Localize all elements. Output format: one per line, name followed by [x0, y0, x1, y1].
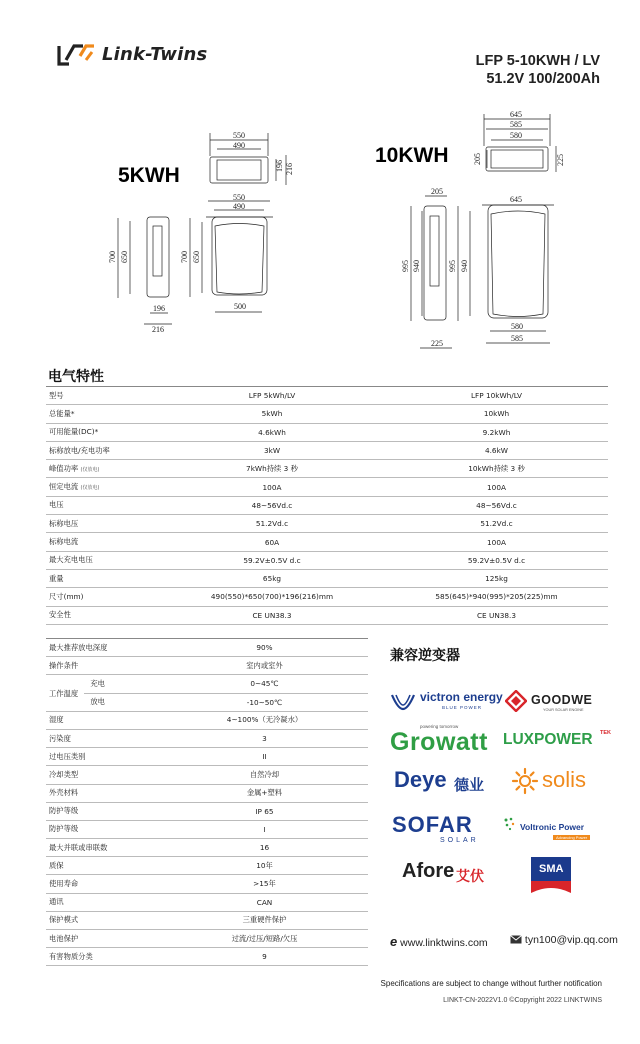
table-row: [46, 606, 608, 624]
goodwe-name: GOODWE: [531, 693, 593, 707]
spec-key-label: 安全性: [49, 610, 71, 620]
spec-value-5kwh: 490(550)*650(700)*196(216)mm: [159, 588, 385, 606]
spec-key-note: (仅放电): [80, 466, 100, 473]
front-view-5kwh: [212, 217, 267, 295]
spec-key-label: 标称电流: [49, 537, 79, 547]
spec-key: [46, 515, 159, 533]
spec-key: 湿度: [46, 711, 161, 729]
dim-10kwh-top-depth-inner: 205: [473, 153, 482, 165]
spec-key: 保护模式: [46, 911, 161, 929]
email-icon: [510, 935, 522, 944]
spec-key: [46, 405, 159, 423]
table-row: [46, 639, 368, 657]
dim-10kwh-side-height-outer: 995: [401, 260, 410, 272]
top-view-5kwh: [210, 157, 268, 183]
table-row: [46, 423, 608, 441]
spec-key: 防护等级: [46, 802, 161, 820]
victron-logo: [390, 690, 503, 714]
spec-key-label: 总能量*: [49, 408, 75, 418]
spec-value-5kwh: 65kg: [159, 569, 385, 587]
table-row: [46, 515, 608, 533]
spec-value-10kwh: 48~56Vd.c: [385, 496, 608, 514]
dim-10kwh-top-width-inner: 580: [510, 131, 522, 140]
table-row: [46, 820, 368, 838]
table-row: [46, 569, 608, 587]
email-text: tyn100@vip.qq.com: [524, 934, 618, 946]
table-row: [46, 893, 368, 911]
footer-note: Specifications are subject to change without further notification: [380, 979, 602, 988]
spec-value: II: [161, 748, 368, 766]
table-row: [46, 441, 608, 459]
solis-sun-icon: [511, 767, 539, 795]
spec-key: 过电压类别: [46, 748, 161, 766]
top-view-10kwh: [486, 147, 548, 171]
victron-icon: [390, 693, 416, 711]
sma-name: SMA: [539, 863, 564, 875]
web-e-icon: e: [390, 934, 398, 949]
dim-10kwh-top-depth-outer: 225: [556, 154, 565, 166]
dim-5kwh-top-width-outer: 550: [233, 131, 245, 140]
table-row: [46, 405, 608, 423]
deye-cn: 德业: [454, 776, 485, 794]
sofar-name: SOFAR: [392, 812, 473, 837]
spec-key: 防护等级: [46, 820, 161, 838]
spec-value-10kwh: 10kWh持续 3 秒: [385, 460, 608, 478]
spec-value-10kwh: 125kg: [385, 569, 608, 587]
front-view-10kwh: [488, 205, 548, 318]
spec-value: -10~50℃: [161, 693, 368, 711]
spec-key-label: 重量: [49, 573, 64, 583]
voltronic-tagline: Advancing Power: [553, 835, 590, 840]
spec-value-5kwh: CE UN38.3: [159, 606, 385, 624]
spec-key: 最大并联或串联数: [46, 839, 161, 857]
spec-value-5kwh: 60A: [159, 533, 385, 551]
model-line-2: 51.2V 100/200Ah: [486, 71, 600, 87]
spec-key: 通讯: [46, 893, 161, 911]
table-row: [46, 675, 368, 693]
spec-value-5kwh: 51.2Vd.c: [159, 515, 385, 533]
spec-key-label: 标称放电/充电功率: [49, 445, 110, 455]
solis-name: solis: [542, 767, 587, 792]
spec-value: 三重硬件保护: [161, 911, 368, 929]
spec-key: [46, 423, 159, 441]
dim-5kwh-top-depth-inner: 196: [275, 160, 284, 172]
dim-10kwh-front-base-inner: 580: [511, 322, 523, 331]
website-text: www.linktwins.com: [400, 937, 488, 949]
table-row: [46, 948, 368, 966]
general-table: [46, 638, 368, 966]
table-row: [46, 478, 608, 496]
dim-10kwh-side-height-inner: 940: [412, 260, 421, 272]
table-row: [46, 875, 368, 893]
spec-key: 污染度: [46, 729, 161, 747]
spec-key-label: 可用能量(DC)*: [49, 427, 99, 437]
spec-key: 最大推荐放电深度: [46, 639, 161, 657]
table-row: [46, 784, 368, 802]
spec-value-10kwh: LFP 10kWh/LV: [385, 387, 608, 405]
side-view-10kwh: [424, 206, 446, 320]
spec-key-label: 恒定电流: [49, 482, 79, 492]
email[interactable]: [510, 934, 618, 946]
dimension-drawings: [0, 0, 640, 360]
sma-logo: [530, 856, 572, 894]
spec-value: I: [161, 820, 368, 838]
spec-value: 9: [161, 948, 368, 966]
table-row: [46, 802, 368, 820]
spec-key-label: 电压: [49, 500, 64, 510]
growatt-tagline: powering tomorrow: [420, 724, 459, 729]
spec-value: 4~100%（无冷凝水）: [161, 711, 368, 729]
spec-value-5kwh: 4.6kWh: [159, 423, 385, 441]
goodwe-tagline: YOUR SOLAR ENGINE: [543, 708, 584, 712]
spec-value-10kwh: 9.2kWh: [385, 423, 608, 441]
table-row: [46, 930, 368, 948]
table-row: [46, 588, 608, 606]
spec-value-10kwh: 4.6kW: [385, 441, 608, 459]
growatt-name: Growatt: [390, 728, 488, 756]
luxpower-sup: TEK: [600, 730, 611, 736]
dim-5kwh-side-depth-outer: 216: [152, 325, 164, 334]
victron-name: victron energy: [420, 690, 503, 704]
table-row: [46, 551, 608, 569]
side-view-5kwh: [147, 217, 169, 297]
spec-key-label: 标称电压: [49, 518, 79, 528]
footer-copyright: LINKT-CN-2022V1.0 ©Copyright 2022 LINKTWINS: [443, 997, 602, 1004]
afore-logo: [402, 860, 502, 888]
dim-10kwh-front-height-outer: 995: [448, 260, 457, 272]
luxpower-name: LUXPOWER: [503, 731, 593, 748]
dim-5kwh-front-base-width: 500: [234, 302, 246, 311]
spec-key: 冷却类型: [46, 766, 161, 784]
dim-10kwh-top-width-outer: 645: [510, 110, 522, 119]
afore-cn: 艾伏: [456, 868, 484, 884]
dim-5kwh-front-width-outer: 550: [233, 193, 245, 202]
temp-group-label: 工作温度: [46, 675, 84, 711]
spec-value: >15年: [161, 875, 368, 893]
deye-logo: [394, 767, 504, 797]
spec-key-label: 最大充电电压: [49, 555, 93, 565]
label-10kwh: 10KWH: [375, 144, 449, 167]
spec-key: [46, 460, 159, 478]
luxpower-logo: [503, 731, 613, 755]
spec-value-5kwh: 100A: [159, 478, 385, 496]
table-row: [46, 857, 368, 875]
deye-name: Deye: [394, 767, 447, 792]
spec-key: [46, 569, 159, 587]
spec-value-5kwh: LFP 5kWh/LV: [159, 387, 385, 405]
spec-key: 有害物质分类: [46, 948, 161, 966]
spec-key: [46, 588, 159, 606]
spec-key: [46, 496, 159, 514]
table-row: [46, 387, 608, 405]
dim-10kwh-top-width-mid: 585: [510, 120, 522, 129]
spec-value: 16: [161, 839, 368, 857]
dim-5kwh-top-width-inner: 490: [233, 141, 245, 150]
electrical-table: [46, 386, 608, 625]
dim-5kwh-front-height-outer: 700: [180, 251, 189, 263]
temp-sub-label: 充电: [84, 675, 161, 693]
dim-5kwh-front-height-inner: 650: [192, 251, 201, 263]
spec-key-label: 型号: [49, 390, 64, 400]
dim-5kwh-side-height-outer: 700: [108, 251, 117, 263]
table-row: [46, 911, 368, 929]
table-row: [46, 711, 368, 729]
sma-icon: [530, 856, 572, 894]
solis-logo: [511, 766, 606, 796]
spec-key: [46, 441, 159, 459]
logo-text: Link-Twins: [102, 44, 208, 65]
temp-sub-label: 放电: [84, 693, 161, 711]
label-5kwh: 5KWH: [118, 164, 180, 187]
spec-key: [46, 606, 159, 624]
spec-key: 操作条件: [46, 657, 161, 675]
spec-value: IP 65: [161, 802, 368, 820]
dim-5kwh-top-depth-outer: 216: [285, 163, 294, 175]
spec-value: 10年: [161, 857, 368, 875]
table-row: [46, 533, 608, 551]
website[interactable]: [390, 934, 488, 949]
spec-key-note: (仅放电): [80, 485, 100, 492]
spec-key: 质保: [46, 857, 161, 875]
model-line-1: LFP 5-10KWH / LV: [475, 53, 600, 69]
spec-value-10kwh: CE UN38.3: [385, 606, 608, 624]
spec-key: [46, 478, 159, 496]
dim-10kwh-front-base-outer: 585: [511, 334, 523, 343]
table-row: [46, 460, 608, 478]
spec-value: 3: [161, 729, 368, 747]
spec-key: 使用寿命: [46, 875, 161, 893]
spec-key: [46, 551, 159, 569]
dim-5kwh-front-width-inner: 490: [233, 202, 245, 211]
spec-value: 自然冷却: [161, 766, 368, 784]
spec-key: 电池保护: [46, 930, 161, 948]
sofar-logo: [392, 812, 492, 846]
spec-value-10kwh: 10kWh: [385, 405, 608, 423]
spec-value: 0~45℃: [161, 675, 368, 693]
dim-10kwh-side-depth-bottom: 225: [431, 339, 443, 348]
table-row: [46, 729, 368, 747]
voltronic-name: Voltronic Power: [520, 822, 585, 832]
voltronic-logo: [503, 814, 613, 844]
dim-10kwh-front-height-inner: 940: [460, 260, 469, 272]
inverters-title: 兼容逆变器: [390, 648, 460, 664]
spec-value: 过流/过压/短路/欠压: [161, 930, 368, 948]
table-row: [46, 693, 368, 711]
spec-key: [46, 533, 159, 551]
dim-5kwh-side-height-inner: 650: [120, 251, 129, 263]
table-row: [46, 657, 368, 675]
spec-value-10kwh: 585(645)*940(995)*205(225)mm: [385, 588, 608, 606]
spec-value-10kwh: 59.2V±0.5V d.c: [385, 551, 608, 569]
dim-10kwh-side-depth-top: 205: [431, 187, 443, 196]
spec-value-5kwh: 5kWh: [159, 405, 385, 423]
spec-value-5kwh: 48~56Vd.c: [159, 496, 385, 514]
spec-value-10kwh: 100A: [385, 478, 608, 496]
electrical-title: 电气特性: [48, 369, 104, 385]
spec-value: 室内或室外: [161, 657, 368, 675]
goodwe-logo: [505, 688, 605, 716]
dim-5kwh-side-depth-inner: 196: [153, 304, 165, 313]
table-row: [46, 766, 368, 784]
spec-value-5kwh: 7kWh持续 3 秒: [159, 460, 385, 478]
table-row: [46, 839, 368, 857]
spec-value-5kwh: 3kW: [159, 441, 385, 459]
spec-key-label: 峰值功率: [49, 463, 79, 473]
growatt-logo: [390, 724, 500, 758]
spec-value-10kwh: 51.2Vd.c: [385, 515, 608, 533]
dim-10kwh-front-width-top: 645: [510, 195, 522, 204]
table-row: [46, 496, 608, 514]
victron-tagline: BLUE POWER: [442, 705, 483, 710]
voltronic-dots-icon: [503, 817, 517, 831]
goodwe-icon: [505, 690, 527, 712]
spec-value: 金属+塑料: [161, 784, 368, 802]
spec-value: CAN: [161, 893, 368, 911]
afore-name: Afore: [402, 860, 455, 882]
spec-value-10kwh: 100A: [385, 533, 608, 551]
spec-key-label: 尺寸(mm): [49, 591, 84, 601]
spec-value-5kwh: 59.2V±0.5V d.c: [159, 551, 385, 569]
spec-value: 90%: [161, 639, 368, 657]
spec-key: 外壳材料: [46, 784, 161, 802]
table-row: [46, 748, 368, 766]
spec-key: [46, 387, 159, 405]
sofar-tagline: SOLAR: [440, 837, 479, 844]
